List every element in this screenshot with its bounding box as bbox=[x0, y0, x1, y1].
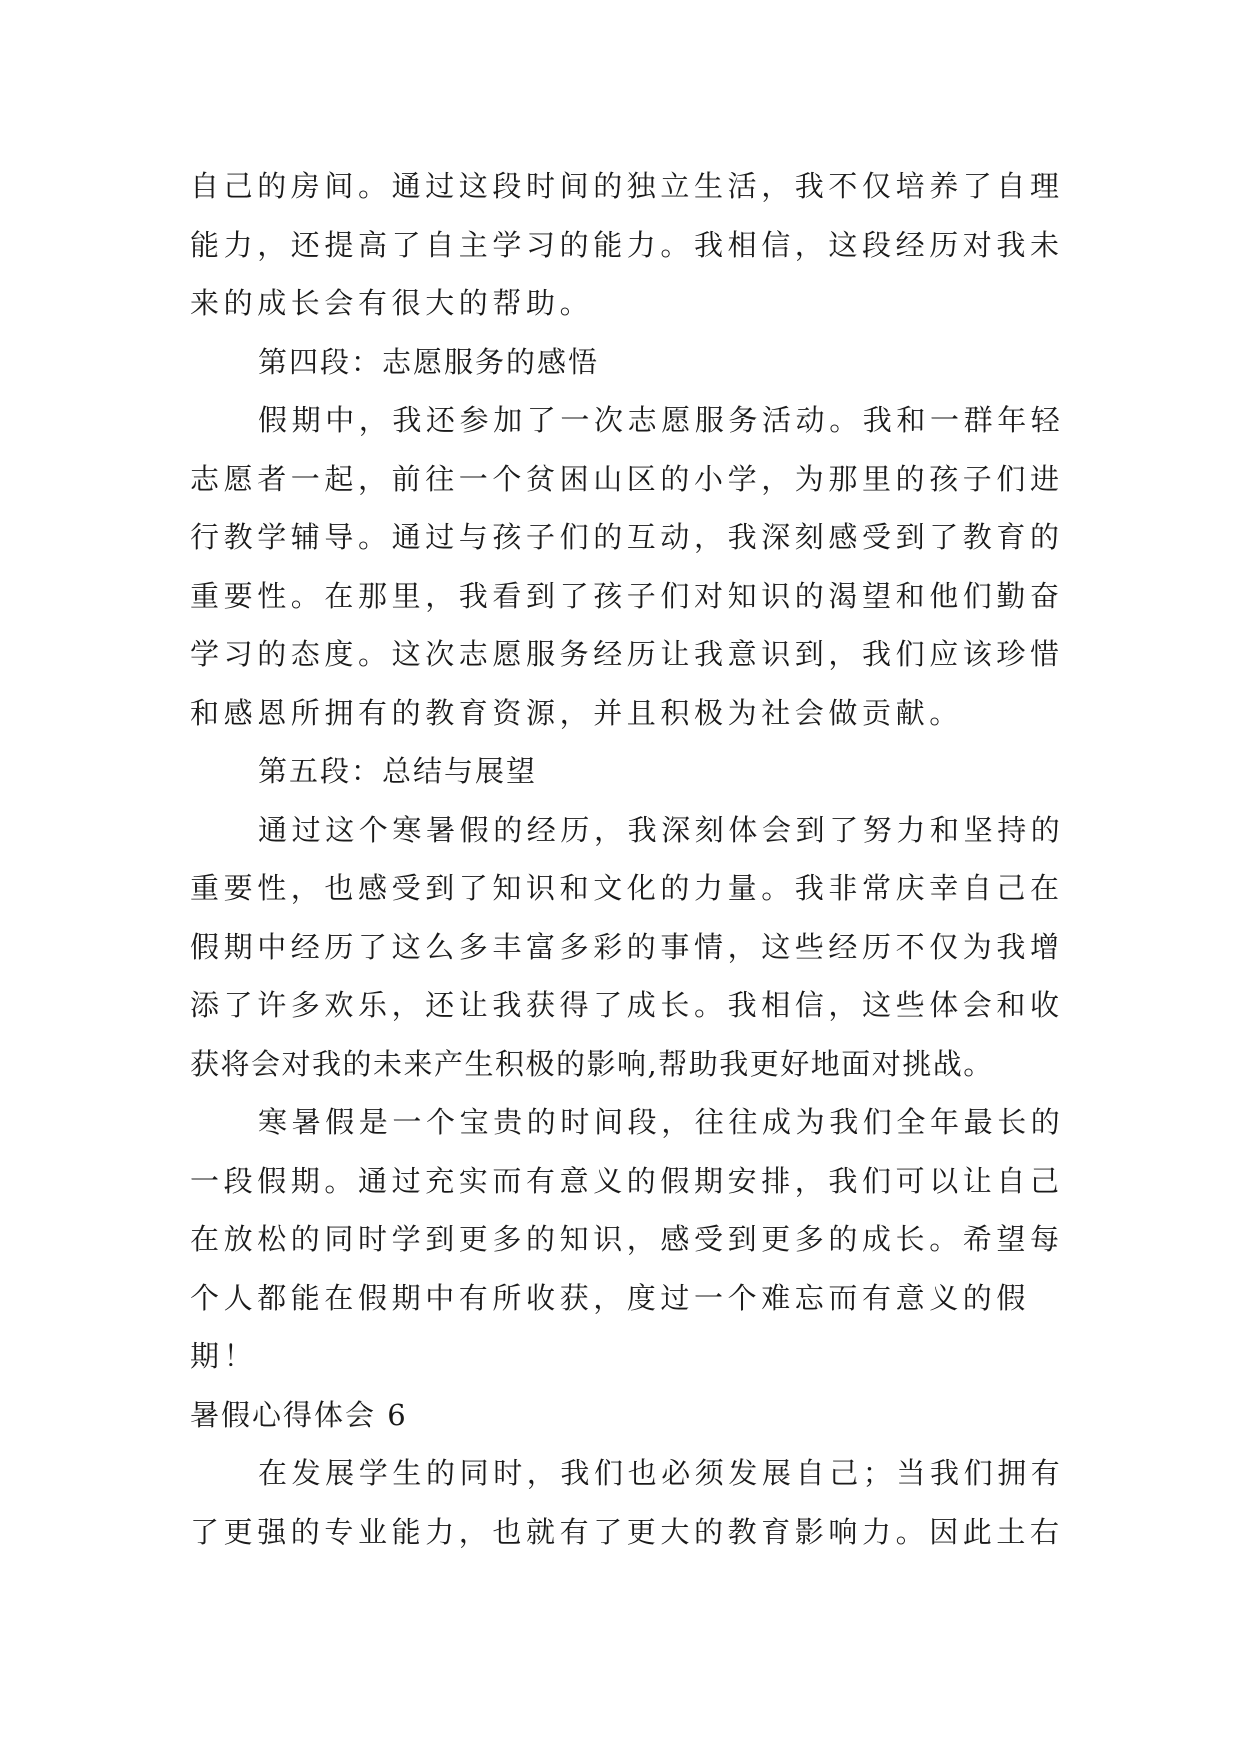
body-line: 和感恩所拥有的教育资源，并且积极为社会做贡献。 bbox=[190, 695, 963, 730]
body-line: 通过这个寒暑假的经历，我深刻体会到了努力和坚持的 bbox=[258, 812, 1065, 847]
body-line: 添了许多欢乐，还让我获得了成长。我相信，这些体会和收 bbox=[190, 988, 1064, 1022]
body-line: 来的成长会有很大的帮助。 bbox=[190, 286, 594, 320]
body-line: 自己的房间。通过这段时间的独立生活，我不仅培养了自理 bbox=[190, 169, 1064, 203]
body-line: 寒暑假是一个宝贵的时间段，往往成为我们全年最长的 bbox=[258, 1105, 1065, 1139]
body-line: 学习的态度。这次志愿服务经历让我意识到，我们应该珍惜 bbox=[190, 637, 1064, 671]
body-line: 在发展学生的同时，我们也必须发展自己；当我们拥有 bbox=[258, 1456, 1065, 1490]
body-line: 个人都能在假期中有所收获，度过一个难忘而有意义的假 bbox=[190, 1280, 1031, 1315]
body-line: 能力，还提高了自主学习的能力。我相信，这段经历对我未 bbox=[190, 227, 1064, 262]
article-title: 暑假心得体会 6 bbox=[190, 1397, 408, 1432]
document-page bbox=[190, 157, 1065, 1561]
body-line: 假期中，我还参加了一次志愿服务活动。我和一群年轻 bbox=[258, 403, 1065, 437]
body-line: 期！ bbox=[190, 1339, 258, 1373]
body-line: 了更强的专业能力，也就有了更大的教育影响力。因此土右 bbox=[190, 1514, 1064, 1549]
body-line: 重要性，也感受到了知识和文化的力量。我非常庆幸自己在 bbox=[190, 871, 1064, 905]
body-line: 假期中经历了这么多丰富多彩的事情，这些经历不仅为我增 bbox=[190, 929, 1064, 964]
body-line: 行教学辅导。通过与孩子们的互动，我深刻感受到了教育的 bbox=[190, 520, 1064, 554]
body-line: 获将会对我的未来产生积极的影响,帮助我更好地面对挑战。 bbox=[190, 1046, 994, 1081]
section-heading-5: 第五段：总结与展望 bbox=[258, 754, 538, 788]
body-line: 重要性。在那里，我看到了孩子们对知识的渴望和他们勤奋 bbox=[190, 578, 1064, 613]
body-line: 在放松的同时学到更多的知识，感受到更多的成长。希望每 bbox=[190, 1222, 1064, 1256]
section-heading-4: 第四段：志愿服务的感悟 bbox=[258, 344, 600, 379]
body-line: 一段假期。通过充实而有意义的假期安排，我们可以让自己 bbox=[190, 1163, 1064, 1198]
body-line: 志愿者一起，前往一个贫困山区的小学，为那里的孩子们进 bbox=[190, 461, 1064, 496]
